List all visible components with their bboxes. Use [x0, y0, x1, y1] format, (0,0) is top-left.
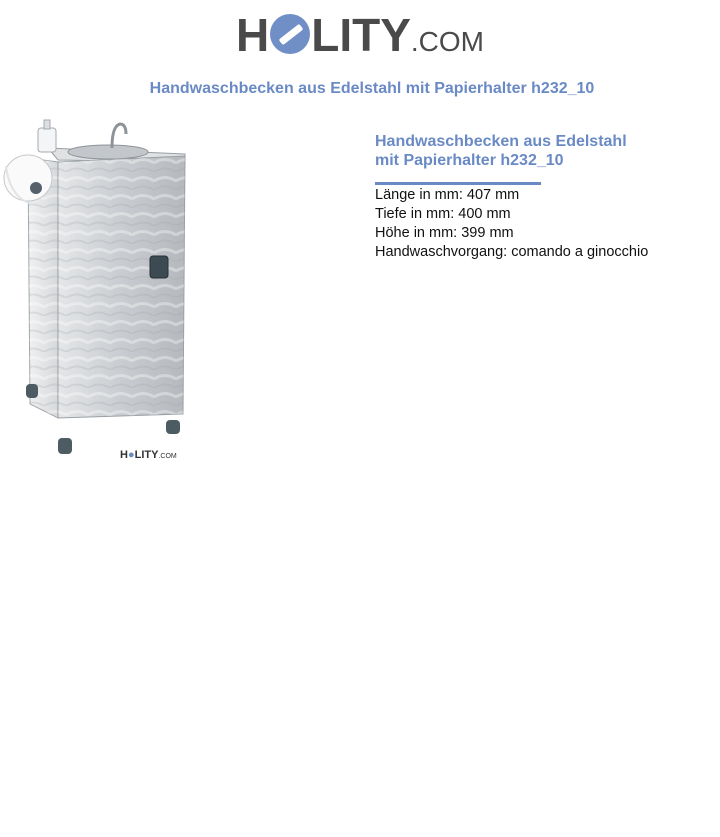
heading-divider — [375, 182, 541, 185]
spec-height: Höhe in mm: 399 mm — [375, 225, 514, 241]
logo-letters-lity: LITY — [311, 9, 411, 61]
spec-length: Länge in mm: 407 mm — [375, 187, 520, 203]
product-heading: Handwaschbecken aus Edelstahl mit Papierhalter h232_10 — [375, 133, 627, 169]
logo-o-icon — [270, 14, 310, 54]
logo-suffix: .COM — [410, 26, 484, 57]
holity-logo[interactable] — [0, 9, 720, 61]
logo-letter-h: H — [235, 9, 270, 61]
product-info — [375, 132, 695, 262]
watermark-letters-lity: LITY — [134, 449, 159, 461]
spec-operation: Handwaschvorgang: comando a ginocchio — [375, 244, 649, 260]
product-image — [0, 118, 200, 466]
watermark-logo: H●LITY.COM — [120, 449, 177, 461]
spec-depth: Tiefe in mm: 400 mm — [375, 206, 511, 222]
page-title: Handwaschbecken aus Edelstahl mit Papierhalter h232_10 — [149, 80, 595, 97]
watermark-suffix: .COM — [158, 453, 177, 460]
watermark-letter-h: H — [120, 449, 128, 461]
